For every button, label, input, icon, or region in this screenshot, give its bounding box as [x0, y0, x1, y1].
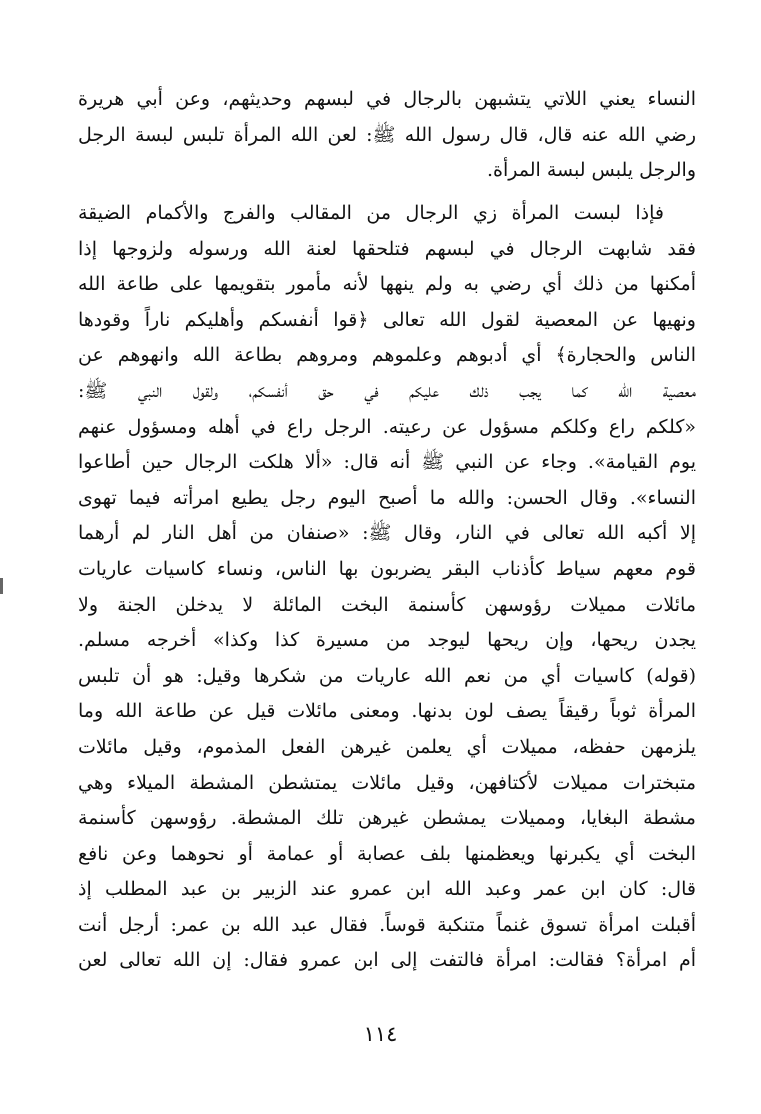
text-line: يوم القيامة». وجاء عن النبي ﷺ أنه قال: «ألا هلكت الرجال حين أطاعوا [78, 451, 696, 474]
text-line: إلا أكبه الله تعالى في النار، وقال ﷺ: «صنفان من أهل النار لم أرهما [78, 522, 696, 545]
text-line: رضي الله عنه قال، قال رسول الله ﷺ: لعن الله المرأة تلبس لبسة الرجل [78, 123, 696, 146]
text-line: متبخترات مميلات لأكتافهن، وقيل مائلات يمتشطن المشطة الميلاء وهي [78, 771, 696, 794]
page-number: ١١٤ [363, 1022, 398, 1046]
text-line: قال: كان ابن عمر وعبد الله ابن عمرو عند الزبير بن عبد المطلب إذ [78, 878, 696, 901]
text-line: أمكنها من ذلك أي رضي به ولم ينهها لأنه مأمور بتقويمها على طاعة الله [78, 273, 696, 296]
text-line: النساء يعني اللاتي يتشبهن بالرجال في لبسهم وحديثهم، وعن أبي هريرة [78, 88, 696, 110]
text-line: معصية الله كما يجب ذلك عليكم في حق أنفسكم، ولقول النبي ﷺ: [78, 379, 696, 402]
text-line: قوم معهم سياط كأذناب البقر يضربون بها الناس، ونساء كاسيات عاريات [78, 557, 696, 580]
paragraph-2 [78, 196, 696, 979]
text-line: فقد شابهت الرجال في لبسهم فتلحقها لعنة الله ورسوله ولزوجها إذا [78, 237, 696, 260]
text-line: والرجل يلبس لبسة المرأة. [487, 159, 696, 182]
text-line: أقبلت امرأة تسوق غنماً متنكبة قوساً. فقال عبد الله بن عمر: أرجل أنت [78, 913, 696, 936]
text-line: مشطة البغايا، ومميلات يمشطن غيرهن تلك المشطة. رؤوسهن كأسنمة [78, 807, 696, 830]
text-line: أم امرأة؟ فقالت: امرأة فالتفت إلى ابن عمرو فقال: إن الله تعالى لعن [78, 949, 696, 972]
text-line: يجدن ريحها، وإن ريحها ليوجد من مسيرة كذا وكذا» أخرجه مسلم. [78, 629, 696, 652]
text-line: الناس والحجارة﴾ أي أدبوهم وعلموهم ومروهم بطاعة الله وانهوهم عن [78, 344, 696, 367]
text-line: المرأة ثوباً رقيقاً يصف لون بدنها. ومعنى مائلات قيل عن طاعة الله وما [78, 700, 696, 723]
text-line: ونهيها عن المعصية لقول الله تعالى ﴿قوا أنفسكم وأهليكم ناراً وقودها [78, 308, 696, 331]
text-line: يلزمهن حفظه، مميلات أي يعلمن غيرهن الفعل المذموم، وقيل مائلات [78, 735, 696, 758]
text-line: النساء». وقال الحسن: والله ما أصبح اليوم رجل يطيع امرأته فيما تهوى [78, 486, 696, 509]
text-line: مائلات مميلات رؤوسهن كأسنمة البخت المائلة لا يدخلن الجنة ولا [78, 593, 696, 616]
text-line: البخت أي يكبرنها ويعظمنها بلف عصابة أو عمامة أو نحوهما وعن نافع [78, 842, 696, 865]
text-line: (قوله) كاسيات أي من نعم الله عاريات من شكرها وقيل: هو أن تلبس [78, 664, 696, 687]
scan-edge-mark [0, 578, 3, 594]
text-line: «كلكم راع وكلكم مسؤول عن رعيته. الرجل راع في أهله ومسؤول عنهم [78, 415, 696, 438]
text-line: فإذا لبست المرأة زي الرجال من المقالب والفرج والأكمام الضيقة [78, 202, 664, 224]
paragraph-1 [78, 82, 696, 189]
